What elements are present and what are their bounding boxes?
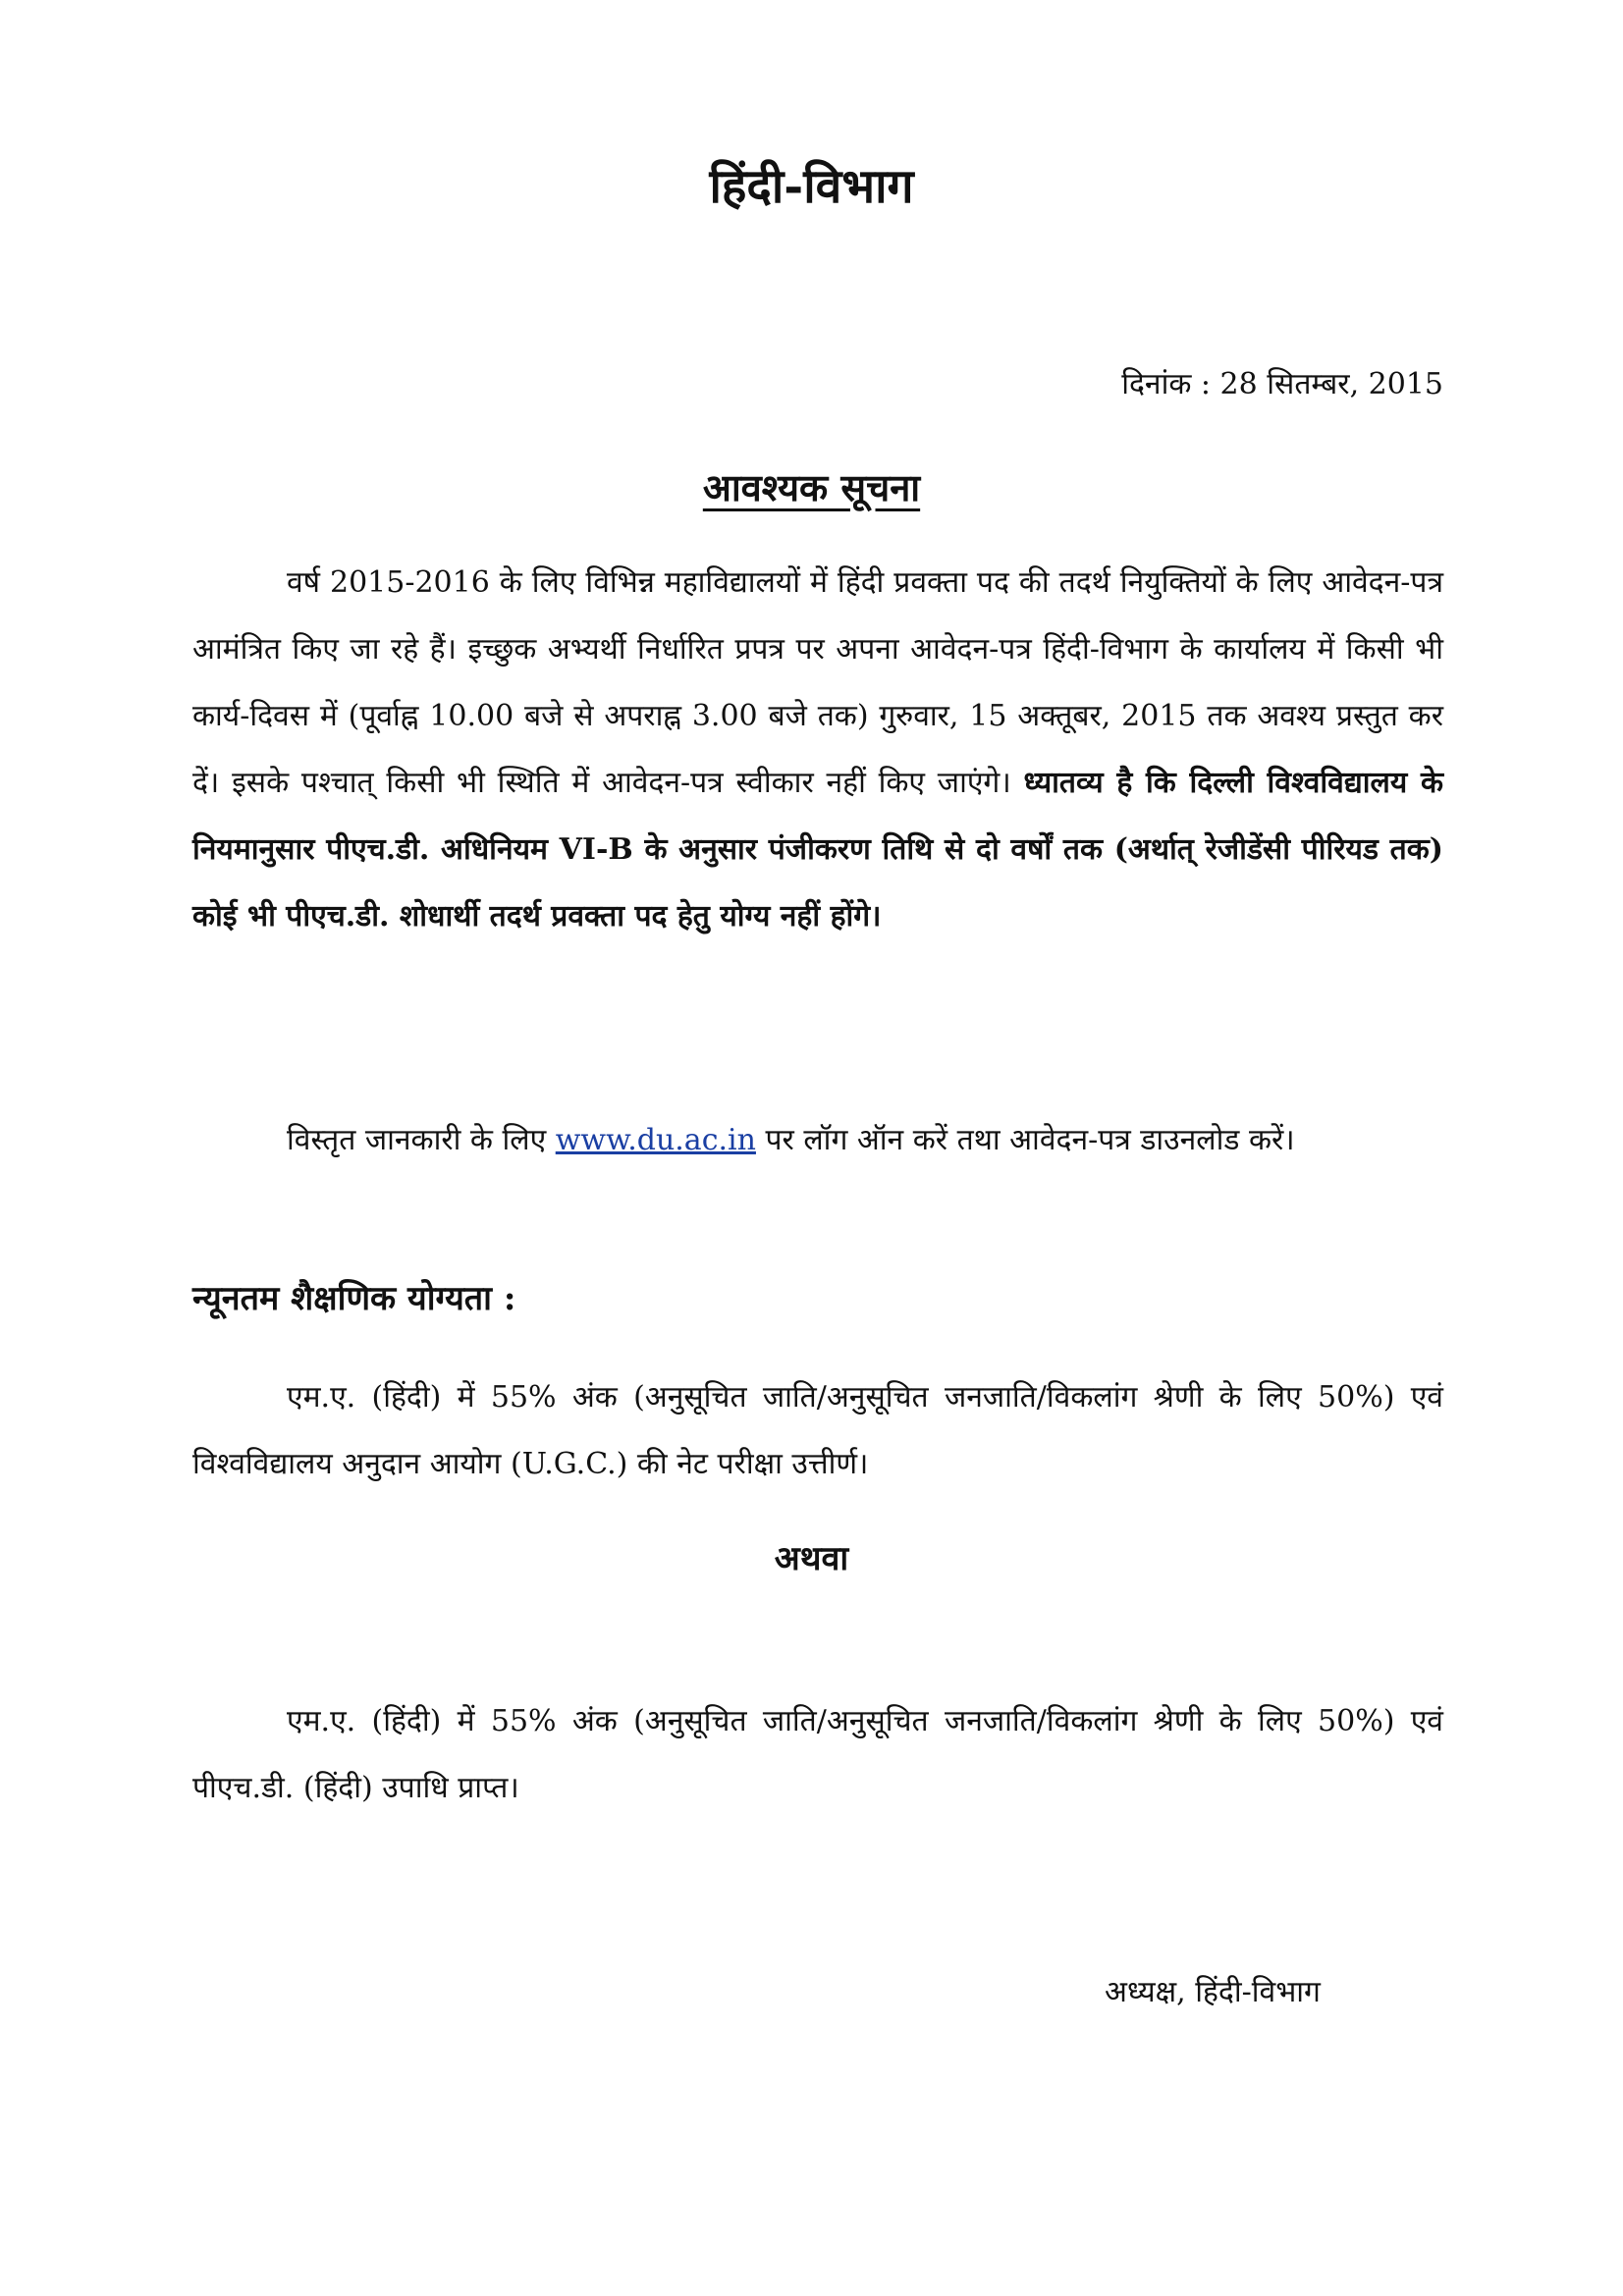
notice-paragraph-text: वर्ष 2015-2016 के लिए विभिन्न महाविद्यालयों में हिंदी प्रवक्ता पद की तदर्थ नियुक्तियों के लिए आवेदन-पत्र आमंत्रित किए जा रहे हैं। इच्छुक अभ्यर्थी निर्धारित प्रपत्र पर अपना आवेदन-पत्र हिंदी-विभाग के कार्यालय में किसी भी कार्य-दिवस में (पूर्वाह्न 10.00 बजे से अपराह्न 3.00 बजे तक) गुरुवार, 15 अक्तूबर, 2015 तक अवश्य प्रस्तुत कर दें। इसके पश्चात् किसी भी स्थिति में आवेदन-पत्र स्वीकार नहीं किए जाएंगे। [192, 565, 1443, 800]
website-link[interactable]: www.du.ac.in [555, 1123, 756, 1157]
notice-heading-text: आवश्यक सूचना [702, 465, 921, 509]
department-title: हिंदी-विभाग [709, 159, 914, 214]
or-separator: अथवा [774, 1539, 849, 1578]
qualification-option-1: एम.ए. (हिंदी) में 55% अंक (अनुसूचित जाति/अनुसूचित जनजाति/विकलांग श्रेणी के लिए 50%) एवं विश्वविद्यालय अनुदान आयोग (U.G.C.) की नेट परीक्षा उत्तीर्ण। [192, 1380, 1443, 1481]
info-paragraph [192, 1107, 1443, 1174]
info-text-after-link: पर लॉग ऑन करें तथा आवेदन-पत्र डाउनलोड करें। [755, 1123, 1295, 1157]
info-text-before-link: विस्तृत जानकारी के लिए [287, 1123, 556, 1157]
notice-paragraph [192, 550, 1443, 950]
qualification-option-2: एम.ए. (हिंदी) में 55% अंक (अनुसूचित जाति/अनुसूचित जनजाति/विकलांग श्रेणी के लिए 50%) एवं पीएच.डी. (हिंदी) उपाधि प्राप्त। [192, 1704, 1443, 1805]
signature: अध्यक्ष, हिंदी-विभाग [1105, 1975, 1321, 2009]
qualification-heading: न्यूनतम शैक्षणिक योग्यता : [192, 1279, 516, 1318]
notice-paragraph-bold-text: ध्यातव्य है कि दिल्ली विश्वविद्यालय के नियमानुसार पीएच.डी. अधिनियम VI-B के अनुसार पंजीकरण तिथि से दो वर्षों तक (अर्थात् रेजीडेंसी पीरियड तक) कोई भी पीएच.डी. शोधार्थी तदर्थ प्रवक्ता पद हेतु योग्य नहीं होंगे। [192, 766, 1444, 934]
notice-date: दिनांक : 28 सितम्बर, 2015 [1121, 367, 1443, 401]
notice-heading [0, 454, 1623, 522]
